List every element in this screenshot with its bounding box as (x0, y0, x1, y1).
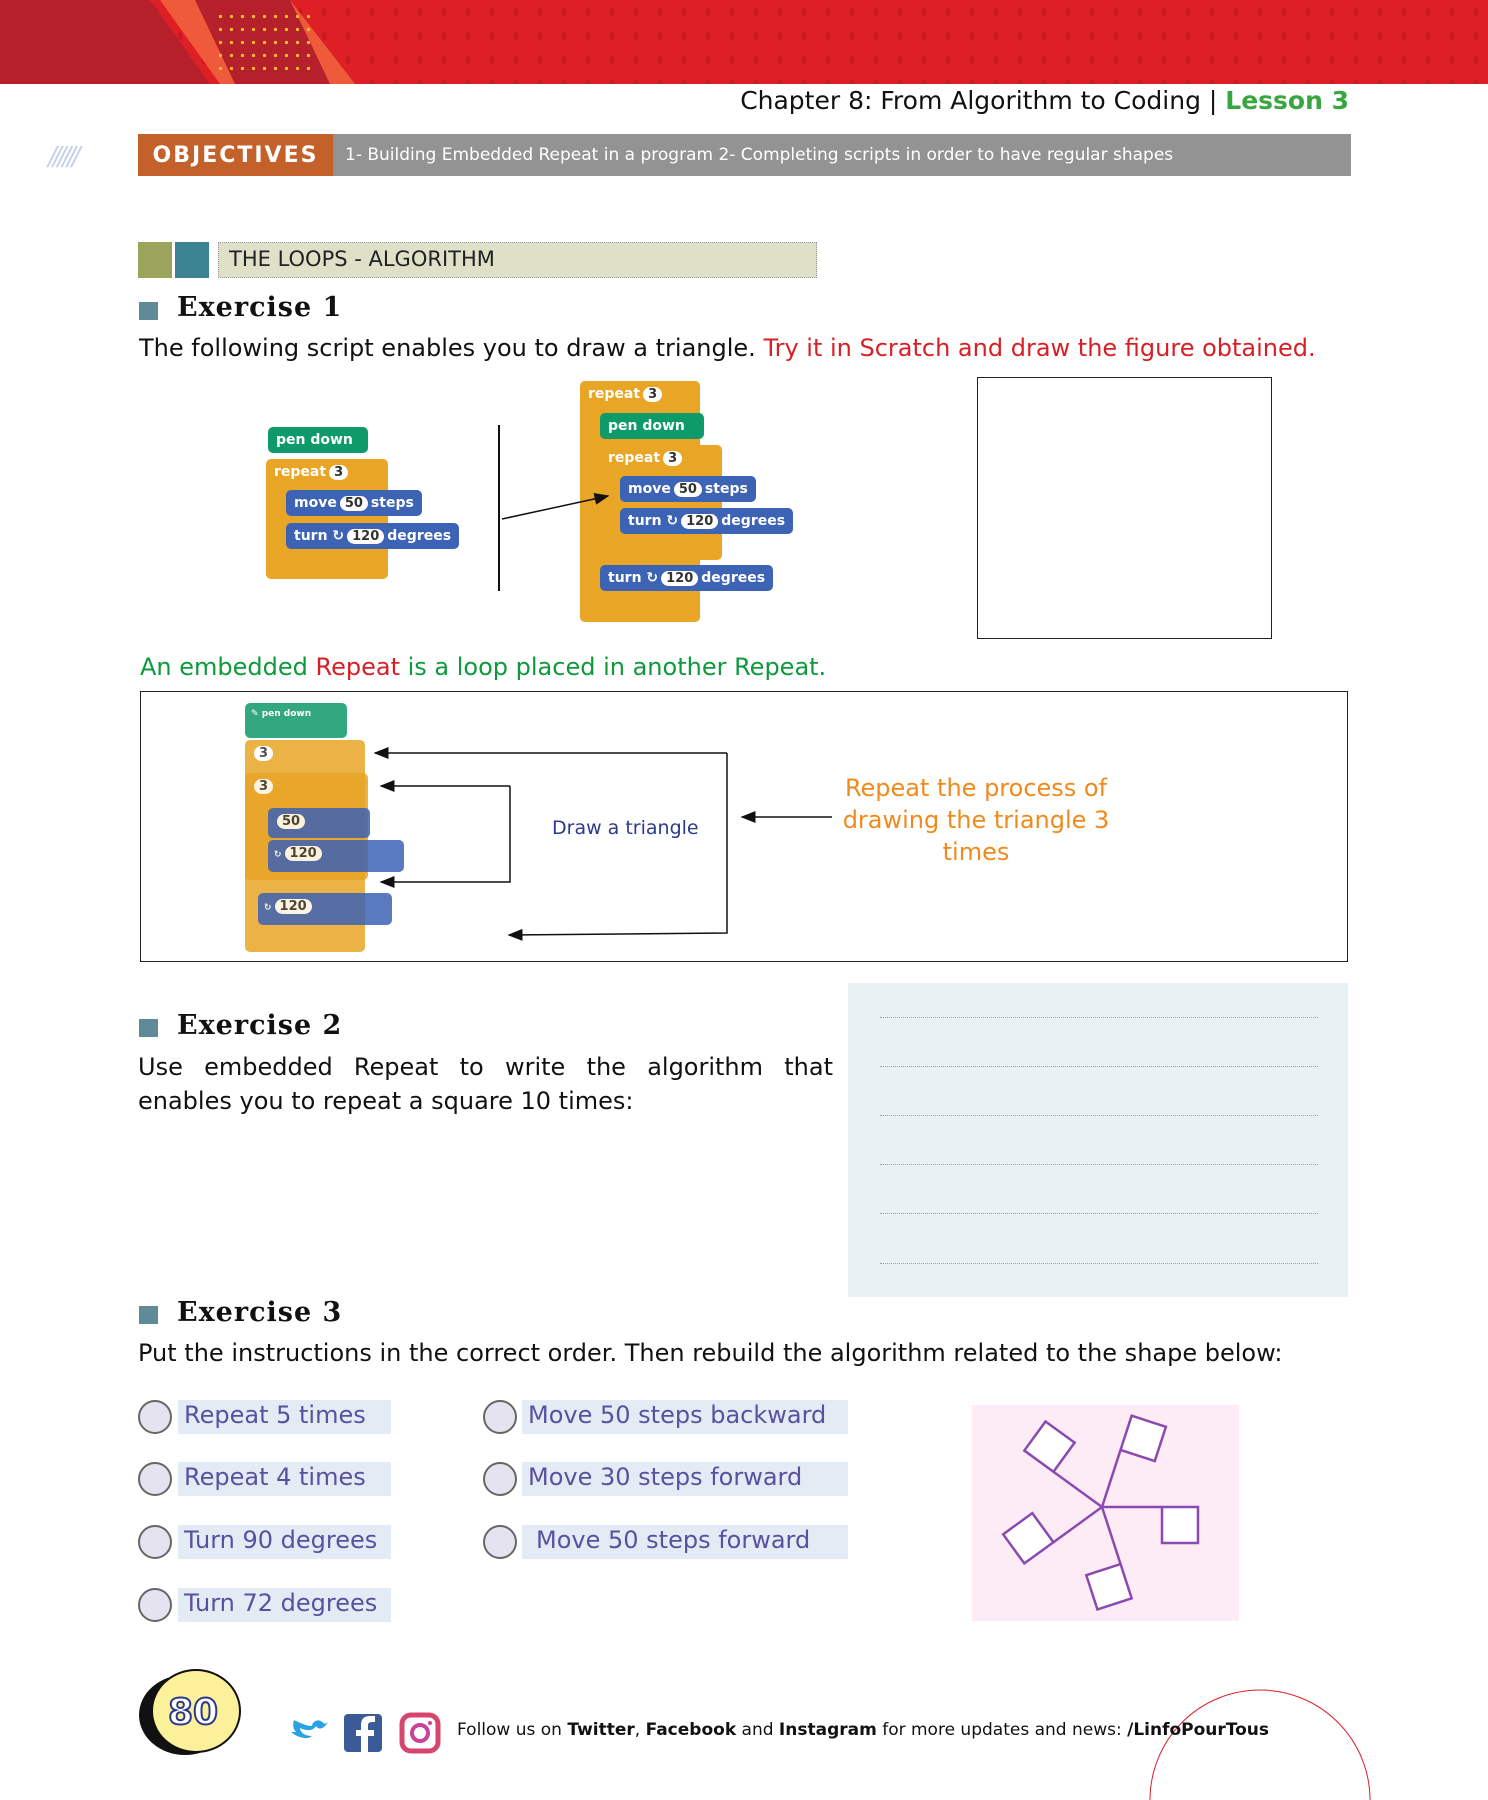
social-icons (288, 1710, 448, 1756)
exercise3-text: Put the instructions in the correct order. Then rebuild the algorithm related to the shape below: (138, 1339, 1283, 1367)
turn-block: turn ↻ 120 degrees (286, 523, 459, 549)
decorative-slashes: ////// (48, 142, 77, 172)
exercise1-instruction: Try it in Scratch and draw the figure obtained. (763, 334, 1316, 362)
outer-repeat-block: 3 (245, 740, 365, 952)
answer-line[interactable] (880, 1213, 1318, 1214)
option-radio[interactable] (483, 1400, 517, 1434)
handle-link[interactable]: /LinfoPourTous (1127, 1720, 1270, 1740)
inner-loop-label: Draw a triangle (552, 817, 699, 839)
move-block: 50 (268, 808, 370, 838)
instagram-link[interactable]: Instagram (778, 1720, 877, 1740)
arm-square (1003, 1478, 1102, 1564)
facebook-link[interactable]: Facebook (645, 1720, 737, 1740)
embedded-definition: An embedded Repeat is a loop placed in another Repeat. (140, 653, 827, 681)
decorative-arc (1150, 1690, 1370, 1800)
outer-repeat-block: repeat 3 (580, 381, 700, 622)
answer-line[interactable] (880, 1017, 1318, 1018)
pen-down-block: ✎ pen down (245, 703, 347, 738)
move-block: move 50 steps (620, 476, 756, 502)
option-move-50-backward: Move 50 steps backward (522, 1400, 848, 1434)
option-radio[interactable] (138, 1400, 172, 1434)
exercise2-text: Use embedded Repeat to write the algorithm that enables you to repeat a square 10 times: (138, 1053, 833, 1115)
inner-repeat-block: 3 (245, 773, 368, 880)
option-radio[interactable] (138, 1462, 172, 1496)
answer-line[interactable] (880, 1066, 1318, 1067)
option-turn-90: Turn 90 degrees (178, 1525, 391, 1559)
star-squares-shape (972, 1405, 1239, 1621)
answer-line[interactable] (880, 1263, 1318, 1264)
outer-bracket-arrow (509, 753, 727, 935)
option-turn-72: Turn 72 degrees (178, 1588, 391, 1622)
lesson-label: Lesson 3 (1225, 86, 1349, 115)
twitter-icon (291, 1720, 328, 1738)
exercise-bullet-icon (139, 1019, 158, 1037)
arm-square (1068, 1507, 1132, 1609)
page-number: 80 (167, 1692, 219, 1733)
inner-bracket-arrow (381, 786, 510, 882)
chapter-label: Chapter 8: From Algorithm to Coding | (740, 86, 1218, 115)
turn-block: turn ↻ 120 degrees (600, 565, 773, 591)
repeat-block: repeat 3 (266, 459, 388, 579)
footer-follow-text: Follow us on Twitter, Facebook and Instagram for more updates and news: /LinfoPourTous (457, 1720, 1270, 1740)
option-radio[interactable] (138, 1525, 172, 1559)
outer-loop-label: Repeat the process of drawing the triangle 3 times (842, 774, 1110, 866)
answer-lines-area[interactable] (848, 983, 1348, 1297)
facebook-icon (344, 1714, 382, 1752)
option-radio[interactable] (483, 1462, 517, 1496)
arm-square (1102, 1507, 1198, 1543)
option-move-50-forward: Move 50 steps forward (522, 1525, 848, 1559)
arrow (502, 496, 608, 519)
pen-down-block: pen down (268, 427, 368, 453)
instagram-icon (402, 1715, 438, 1751)
inner-repeat-block: repeat 3 (600, 445, 722, 560)
exercise1-title: Exercise 1 (177, 292, 343, 323)
exercise3-title: Exercise 3 (177, 1297, 343, 1328)
answer-line[interactable] (880, 1164, 1318, 1165)
answer-line[interactable] (880, 1115, 1318, 1116)
arm-square (1102, 1416, 1166, 1518)
objectives-text: 1- Building Embedded Repeat in a program 2- Completing scripts in order to have regular shapes (345, 145, 1174, 165)
option-repeat-5: Repeat 5 times (178, 1400, 391, 1434)
option-radio[interactable] (138, 1588, 172, 1622)
exercise-bullet-icon (139, 1306, 158, 1324)
turn-block: turn ↻ 120 degrees (620, 508, 793, 534)
objectives-label: OBJECTIVES (138, 134, 333, 176)
exercise2-title: Exercise 2 (177, 1010, 343, 1041)
option-repeat-4: Repeat 4 times (178, 1462, 391, 1496)
pen-down-block: pen down (600, 413, 704, 439)
exercise1-text-a: The following script enables you to draw a triangle. (139, 334, 756, 362)
move-block: move 50 steps (286, 490, 422, 516)
option-move-30-forward: Move 30 steps forward (522, 1462, 848, 1496)
turn-block: ↻ 120 (258, 893, 392, 925)
arm-square (1024, 1421, 1123, 1507)
page-number-badge (138, 1667, 246, 1757)
turn-block: ↻ 120 (268, 840, 404, 872)
section-title: THE LOOPS - ALGORITHM (218, 242, 817, 278)
option-radio[interactable] (483, 1525, 517, 1559)
twitter-link[interactable]: Twitter (567, 1720, 635, 1740)
